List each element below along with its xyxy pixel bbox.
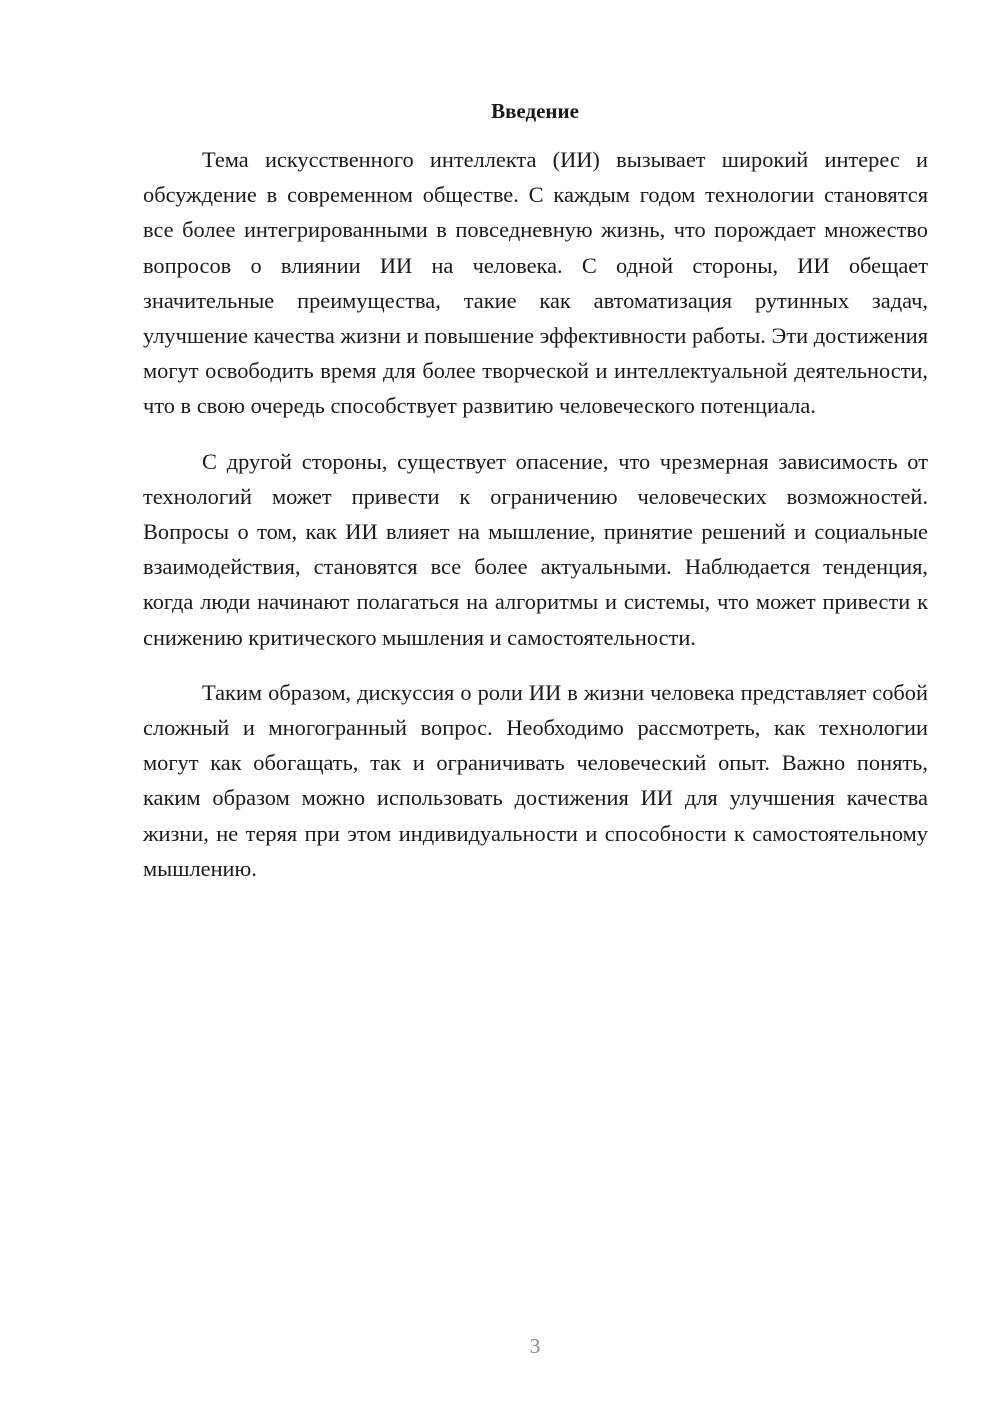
paragraph-3: Таким образом, дискуссия о роли ИИ в жизни человека представляет собой сложный и многогранный вопрос. Необходимо рассмотреть, как технологии могут как обогащать, так и ограничивать человеческий опыт. Важно понять, каким образом можно использовать достижения ИИ для улучшения качества жизни, не теряя при этом индивидуальности и способности к самостоятельному мышлению. bbox=[143, 679, 928, 881]
paragraph-1: Тема искусственного интеллекта (ИИ) вызывает широкий интерес и обсуждение в современном обществе. С каждым годом технологии становятся все более интегрированными в повседневную жизнь, что порождает множество вопросов о влиянии ИИ на человека. С одной стороны, ИИ обещает значительные преимущества, такие как автоматизация рутинных задач, улучшение качества жизни и повышение эффективности работы. Эти достижения могут освободить время для более творческой и интеллектуальной деятельности, что в свою очередь способствует развитию человеческого потенциала. bbox=[143, 147, 928, 419]
paragraph-2: С другой стороны, существует опасение, что чрезмерная зависимость от технологий может привести к ограничению человеческих возможностей. Вопросы о том, как ИИ влияет на мышление, принятие решений и социальные взаимодействия, становятся все более актуальными. Наблюдается тенденция, когда люди начинают полагаться на алгоритмы и системы, что может привести к снижению критического мышления и самостоятельности. bbox=[143, 448, 928, 650]
section-heading: Введение bbox=[491, 99, 579, 123]
page-number: 3 bbox=[529, 1334, 541, 1358]
body-text bbox=[143, 142, 928, 906]
